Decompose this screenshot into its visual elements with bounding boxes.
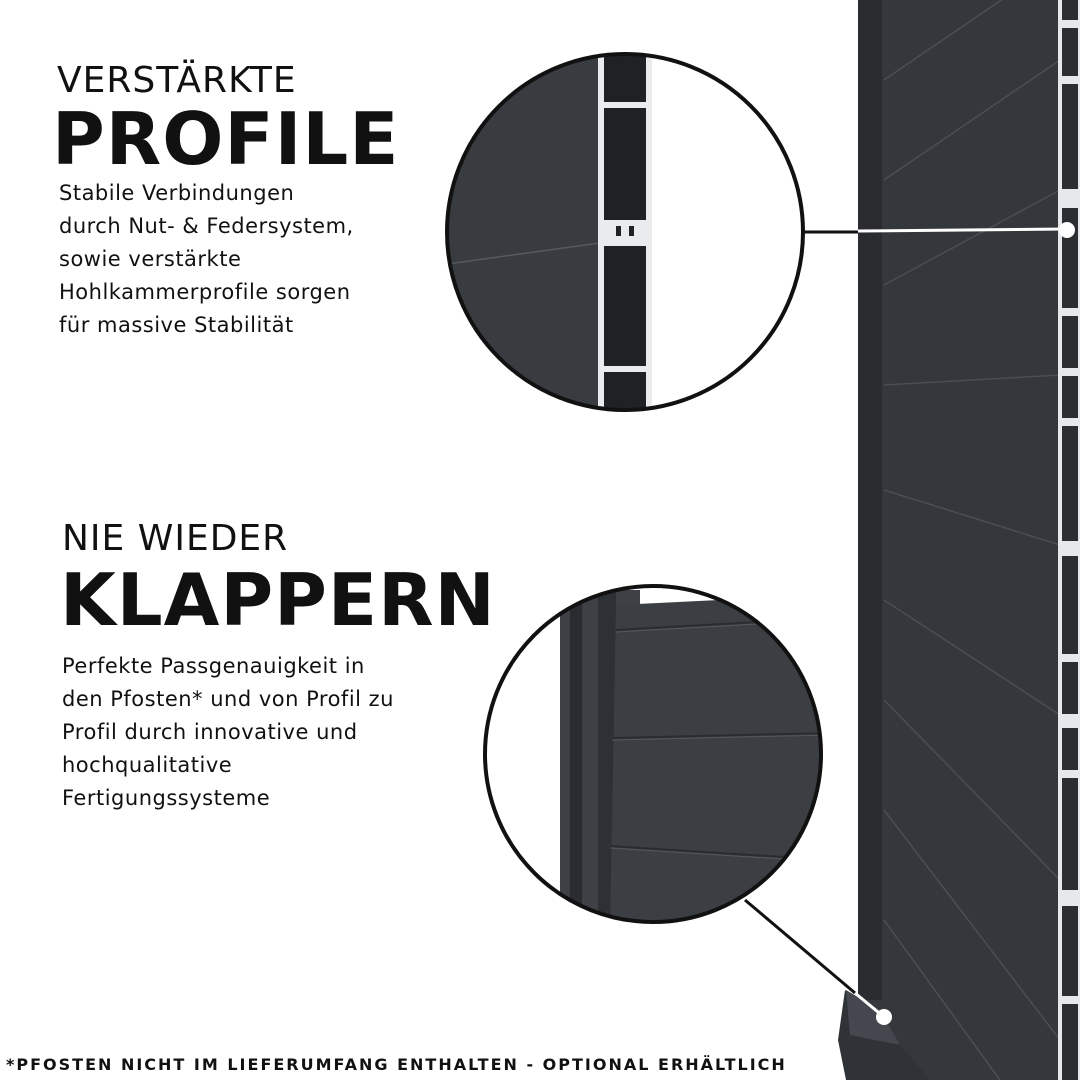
profile-description: Stabile Verbindungen durch Nut- & Federsystem, sowie verstärkte Hohlkammerprofile sorgen für massive Stabilität: [59, 181, 354, 337]
detail-circle-post: [480, 580, 830, 930]
klappern-description: Perfekte Passgenauigkeit in den Pfosten* und von Profil zu Profil durch innovative und hochqualitative Fertigungssysteme: [62, 654, 394, 810]
profile-overline: VERSTÄRKTE: [57, 60, 297, 101]
profile-headline: PROFILE: [52, 97, 400, 181]
detail-circle-profile: [440, 50, 820, 420]
klappern-overline: NIE WIEDER: [62, 518, 289, 559]
footnote: *PFOSTEN NICHT IM LIEFERUMFANG ENTHALTEN - OPTIONAL ERHÄLTLICH: [6, 1055, 787, 1074]
fence-panel: [838, 0, 1080, 1080]
klappern-headline: KLAPPERN: [60, 558, 496, 642]
